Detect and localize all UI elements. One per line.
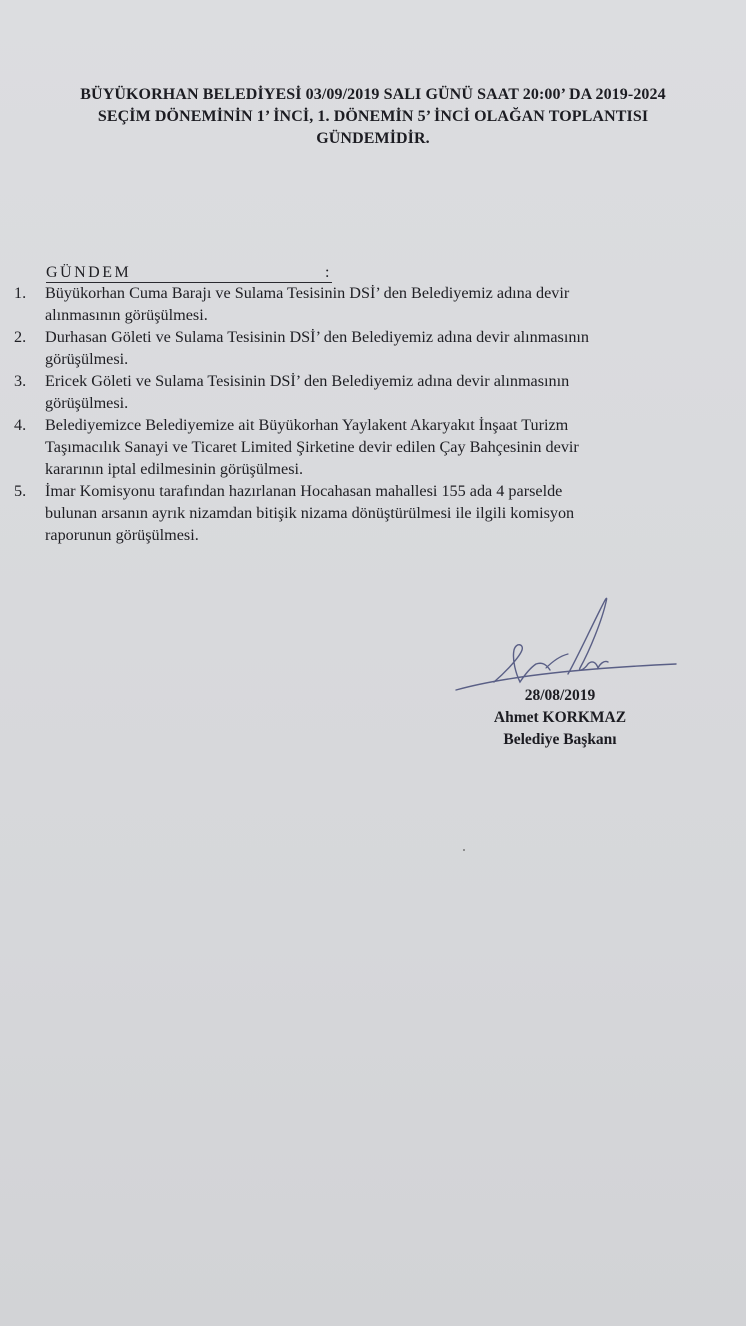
agenda-item-1 bbox=[14, 282, 714, 326]
agenda-item-text: Büyükorhan Cuma Barajı ve Sulama Tesisinin DSİ’ den Belediyemiz adına devir alınmasının görüşülmesi. bbox=[45, 284, 570, 324]
agenda-item-text: Durhasan Göleti ve Sulama Tesisinin DSİ’ den Belediyemiz adına devir alınmasının görüşülmesi. bbox=[45, 328, 590, 368]
agenda-title: GÜNDEM bbox=[46, 264, 132, 281]
agenda-item-text: Ericek Göleti ve Sulama Tesisinin DSİ’ den Belediyemiz adına devir alınmasının görüşülmesi. bbox=[45, 372, 570, 412]
header-line-2: SEÇİM DÖNEMİNİN 1’ İNCİ, 1. DÖNEMİN 5’ İNCİ OLAĞAN TOPLANTISI bbox=[97, 108, 649, 125]
signature-drawing bbox=[450, 590, 690, 700]
paper-speck bbox=[463, 849, 465, 851]
agenda-item-number: 1. bbox=[14, 284, 27, 302]
agenda-list bbox=[14, 282, 714, 546]
agenda-item-5 bbox=[14, 480, 714, 546]
document-header bbox=[0, 84, 746, 150]
agenda-item-text: Belediyemizce Belediyemize ait Büyükorhan Yaylakent Akaryakıt İnşaat Turizm Taşımacılık Sanayi ve Ticaret Limited Şirketine devir edilen Çay Bahçesinin devir kararının iptal edilmesinin görüşülmesi. bbox=[45, 416, 579, 478]
agenda-item-2 bbox=[14, 326, 714, 370]
signatory-title: Belediye Başkanı bbox=[503, 731, 617, 748]
agenda-item-number: 2. bbox=[14, 328, 27, 346]
signature-block bbox=[455, 685, 665, 751]
header-line-3: GÜNDEMİDİR. bbox=[316, 130, 430, 147]
signatory-name: Ahmet KORKMAZ bbox=[493, 709, 627, 726]
signature-date: 28/08/2019 bbox=[524, 687, 596, 704]
agenda-title-colon: : bbox=[325, 264, 330, 281]
agenda-item-number: 3. bbox=[14, 372, 27, 390]
header-line-1: BÜYÜKORHAN BELEDİYESİ 03/09/2019 SALI GÜNÜ SAAT 20:00’ DA 2019-2024 bbox=[80, 86, 666, 103]
agenda-item-4 bbox=[14, 414, 714, 480]
agenda-item-text: İmar Komisyonu tarafından hazırlanan Hocahasan mahallesi 155 ada 4 parselde bulunan arsanın ayrık nizamdan bitişik nizama dönüştürülmesi ile ilgili komisyon raporunun görüşülmesi. bbox=[45, 482, 575, 544]
agenda-item-number: 4. bbox=[14, 416, 27, 434]
agenda-item-3 bbox=[14, 370, 714, 414]
agenda-item-number: 5. bbox=[14, 482, 27, 500]
